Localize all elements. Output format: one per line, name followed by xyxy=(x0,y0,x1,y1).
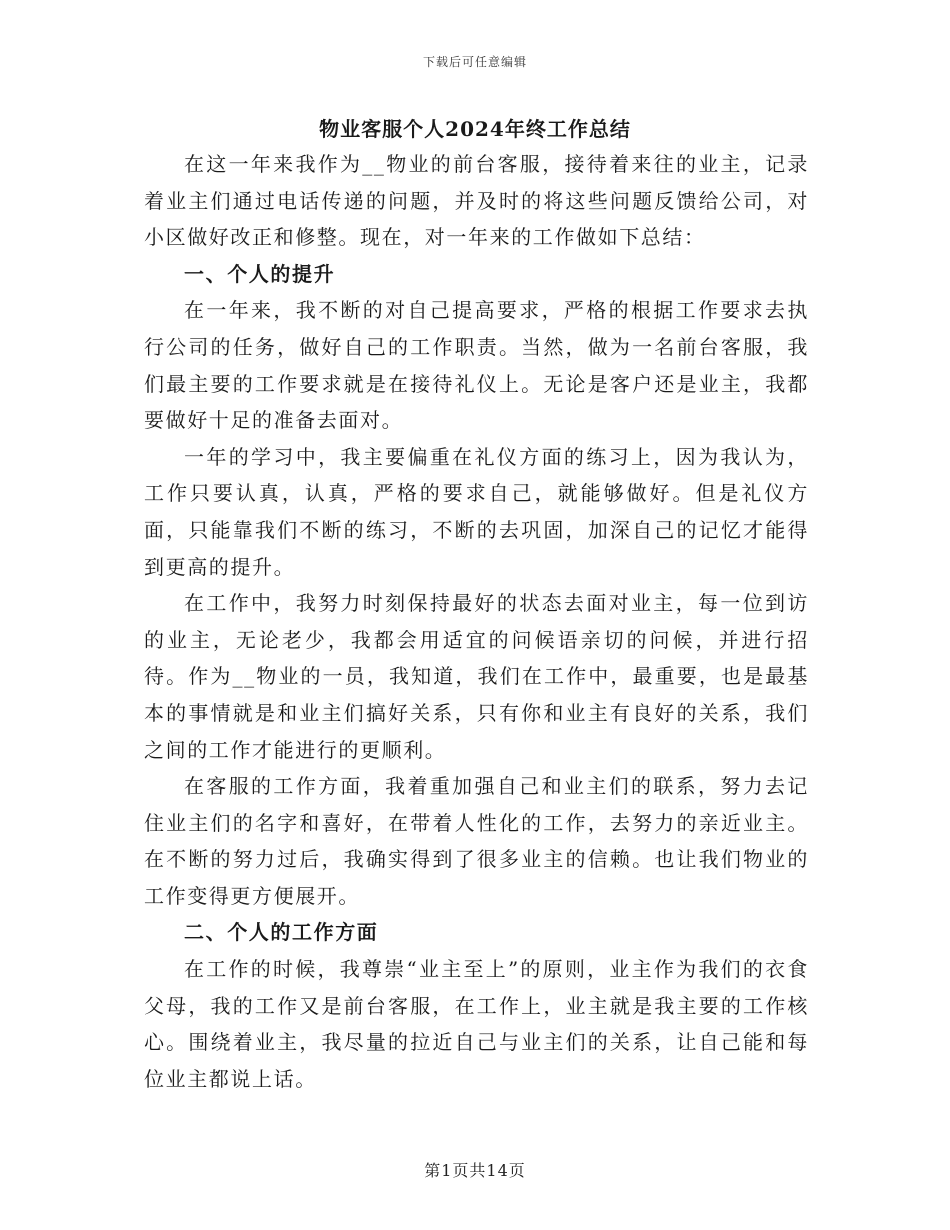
paragraph-owner-first: 在工作的时候，我尊崇“业主至上”的原则，业主作为我们的衣食父母，我的工作又是前台客服，在工作上，业主就是我主要的工作核心。围绕着业主，我尽量的拉近自己与业主们的关系，让自己能和每位业主都说上话。 xyxy=(144,957,809,1091)
paragraph-customer-service: 在客服的工作方面，我着重加强自己和业主们的联系，努力去记住业主们的名字和喜好，在带着人性化的工作，去努力的亲近业主。在不断的努力过后，我确实得到了很多业主的信赖。也让我们物业的工作变得更方便展开。 xyxy=(144,774,809,908)
page-number-footer: 第1页共14页 xyxy=(424,1161,526,1180)
header-note: 下载后可任意编辑 xyxy=(422,55,527,69)
section-heading-work-aspects: 二、个人的工作方面 xyxy=(184,920,379,945)
document-title: 物业客服个人2024年终工作总结 xyxy=(319,117,631,141)
paragraph-work-attitude: 在工作中，我努力时刻保持最好的状态去面对业主，每一位到访的业主，无论老少，我都会用适宜的问候语亲切的问候，并进行招待。作为__物业的一员，我知道，我们在工作中，最重要，也是最基本的事情就是和业主们搞好关系，只有你和业主有良好的关系，我们之间的工作才能进行的更顺利。 xyxy=(144,591,809,762)
paragraph-etiquette-study: 一年的学习中，我主要偏重在礼仪方面的练习上，因为我认为，工作只要认真，认真，严格的要求自己，就能够做好。但是礼仪方面，只能靠我们不断的练习，不断的去巩固，加深自己的记忆才能得到更高的提升。 xyxy=(144,444,809,579)
document-body xyxy=(144,146,809,1097)
paragraph-intro: 在这一年来我作为__物业的前台客服，接待着来往的业主，记录着业主们通过电话传递的问题，并及时的将这些问题反馈给公司，对小区做好改正和修整。现在，对一年来的工作做如下总结： xyxy=(144,152,809,250)
paragraph-requirements: 在一年来，我不断的对自己提高要求，严格的根据工作要求去执行公司的任务，做好自己的工作职责。当然，做为一名前台客服，我们最主要的工作要求就是在接待礼仪上。无论是客户还是业主，我都要做好十足的准备去面对。 xyxy=(144,298,809,433)
section-heading-personal-improvement: 一、个人的提升 xyxy=(184,261,336,286)
